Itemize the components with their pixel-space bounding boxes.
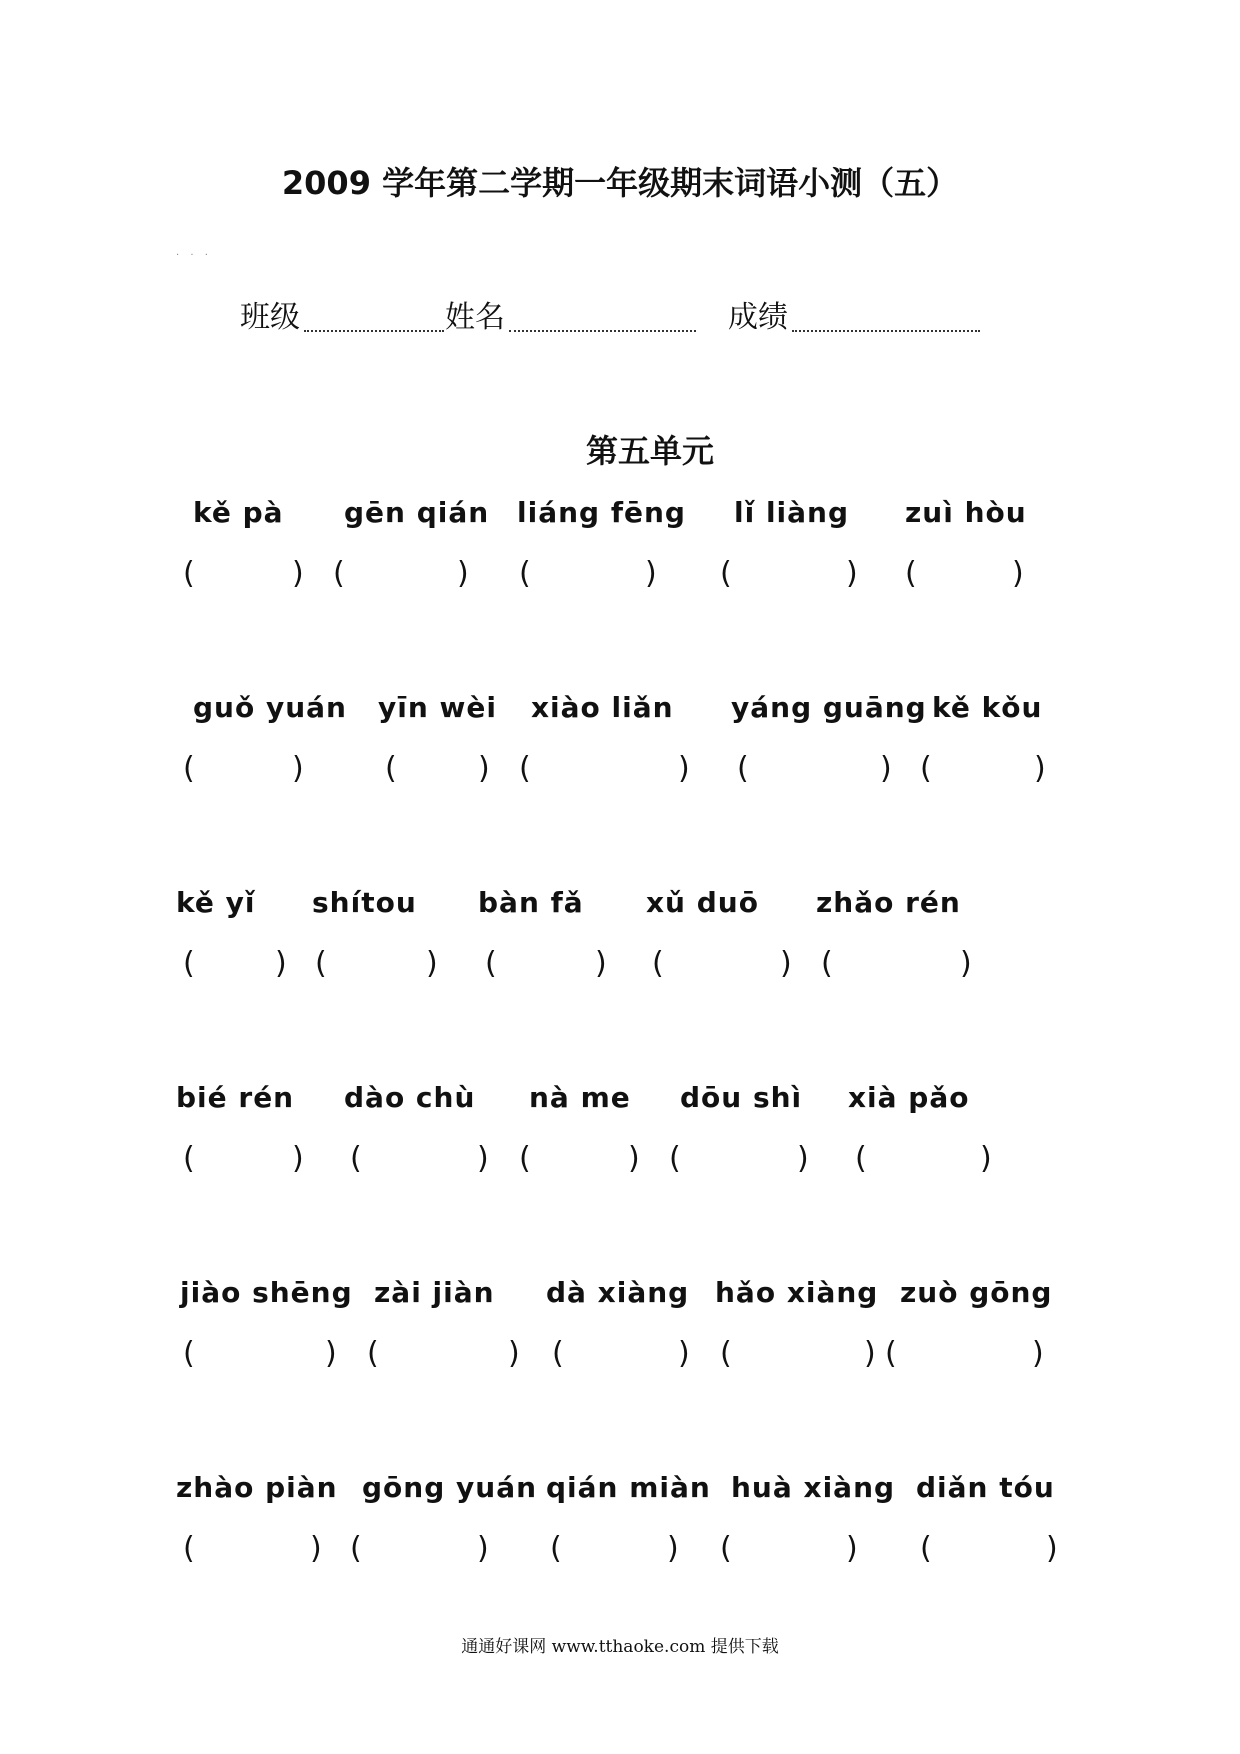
answer-paren-close[interactable]: ) [780, 946, 792, 981]
pinyin-word: zhào piàn [176, 1471, 338, 1504]
scan-dots: · · · [176, 250, 212, 261]
answer-paren-close[interactable]: ) [292, 1141, 304, 1176]
answer-paren-close[interactable]: ) [457, 556, 469, 591]
answer-paren-open[interactable]: ( [855, 1141, 867, 1176]
pinyin-word: xǔ duō [646, 886, 759, 919]
answer-paren-close[interactable]: ) [1012, 556, 1024, 591]
answer-paren-open[interactable]: ( [183, 556, 195, 591]
pinyin-word: lǐ liàng [734, 496, 850, 529]
answer-paren-close[interactable]: ) [275, 946, 287, 981]
pinyin-word: guǒ yuán [193, 691, 347, 724]
answer-paren-close[interactable]: ) [1046, 1531, 1058, 1566]
answer-paren-open[interactable]: ( [350, 1531, 362, 1566]
answer-paren-close[interactable]: ) [846, 1531, 858, 1566]
answer-paren-open[interactable]: ( [519, 1141, 531, 1176]
answer-paren-close[interactable]: ) [846, 556, 858, 591]
pinyin-word: kě pà [193, 496, 284, 529]
pinyin-word: kě kǒu [932, 691, 1043, 724]
pinyin-word: gōng yuán [362, 1471, 538, 1504]
answer-paren-open[interactable]: ( [720, 1336, 732, 1371]
pinyin-word: diǎn tóu [916, 1471, 1055, 1504]
pinyin-word: dà xiàng [546, 1276, 690, 1309]
answer-paren-open[interactable]: ( [183, 751, 195, 786]
answer-paren-close[interactable]: ) [1034, 751, 1046, 786]
answer-paren-open[interactable]: ( [669, 1141, 681, 1176]
answer-paren-close[interactable]: ) [645, 556, 657, 591]
score-label: 成绩 [728, 300, 788, 335]
answer-paren-open[interactable]: ( [367, 1336, 379, 1371]
pinyin-word: kě yǐ [176, 886, 256, 919]
pinyin-word: jiào shēng [180, 1276, 353, 1309]
class-label: 班级 [240, 300, 300, 335]
answer-paren-open[interactable]: ( [720, 556, 732, 591]
answer-paren-open[interactable]: ( [720, 1531, 732, 1566]
pinyin-word: liáng fēng [517, 496, 686, 529]
answer-paren-close[interactable]: ) [292, 556, 304, 591]
answer-paren-open[interactable]: ( [652, 946, 664, 981]
pinyin-word: xià pǎo [848, 1081, 970, 1114]
answer-paren-open[interactable]: ( [519, 751, 531, 786]
answer-paren-open[interactable]: ( [183, 1336, 195, 1371]
answer-paren-close[interactable]: ) [426, 946, 438, 981]
answer-paren-open[interactable]: ( [485, 946, 497, 981]
answer-paren-open[interactable]: ( [315, 946, 327, 981]
answer-paren-close[interactable]: ) [310, 1531, 322, 1566]
answer-paren-close[interactable]: ) [1032, 1336, 1044, 1371]
pinyin-word: bàn fǎ [478, 886, 584, 919]
answer-paren-open[interactable]: ( [519, 556, 531, 591]
answer-paren-close[interactable]: ) [292, 751, 304, 786]
answer-paren-close[interactable]: ) [325, 1336, 337, 1371]
pinyin-word: zuò gōng [900, 1276, 1053, 1309]
pinyin-word: dào chù [344, 1081, 476, 1114]
answer-paren-open[interactable]: ( [920, 751, 932, 786]
answer-paren-close[interactable]: ) [864, 1336, 876, 1371]
pinyin-word: xiào liǎn [531, 691, 674, 724]
footer-credit: 通通好课网 www.tthaoke.com 提供下载 [461, 1637, 779, 1657]
pinyin-word: nà me [529, 1081, 631, 1114]
answer-paren-close[interactable]: ) [477, 1141, 489, 1176]
answer-paren-open[interactable]: ( [183, 1531, 195, 1566]
answer-paren-open[interactable]: ( [183, 946, 195, 981]
score-blank[interactable] [792, 330, 980, 332]
pinyin-word: huà xiàng [731, 1471, 896, 1504]
answer-paren-open[interactable]: ( [905, 556, 917, 591]
pinyin-word: bié rén [176, 1081, 295, 1114]
answer-paren-close[interactable]: ) [595, 946, 607, 981]
answer-paren-open[interactable]: ( [350, 1141, 362, 1176]
answer-paren-open[interactable]: ( [885, 1336, 897, 1371]
pinyin-word: zài jiàn [374, 1276, 495, 1309]
answer-paren-open[interactable]: ( [920, 1531, 932, 1566]
answer-paren-open[interactable]: ( [333, 556, 345, 591]
pinyin-word: yīn wèi [378, 691, 497, 724]
pinyin-word: yáng guāng [731, 691, 927, 724]
answer-paren-open[interactable]: ( [552, 1336, 564, 1371]
pinyin-word: shítou [312, 886, 417, 919]
name-blank[interactable] [509, 330, 696, 332]
name-label: 姓名 [445, 300, 505, 335]
answer-paren-close[interactable]: ) [667, 1531, 679, 1566]
answer-paren-close[interactable]: ) [678, 1336, 690, 1371]
answer-paren-close[interactable]: ) [797, 1141, 809, 1176]
answer-paren-open[interactable]: ( [183, 1141, 195, 1176]
answer-paren-close[interactable]: ) [477, 1531, 489, 1566]
class-blank[interactable] [304, 330, 444, 332]
answer-paren-open[interactable]: ( [385, 751, 397, 786]
pinyin-word: zuì hòu [905, 496, 1027, 529]
answer-paren-close[interactable]: ) [960, 946, 972, 981]
pinyin-word: qián miàn [546, 1471, 711, 1504]
page-title: 2009 学年第二学期一年级期末词语小测（五） [281, 164, 959, 202]
answer-paren-close[interactable]: ) [678, 751, 690, 786]
answer-paren-open[interactable]: ( [821, 946, 833, 981]
answer-paren-open[interactable]: ( [737, 751, 749, 786]
pinyin-word: zhǎo rén [816, 886, 961, 919]
pinyin-word: hǎo xiàng [715, 1276, 879, 1309]
answer-paren-open[interactable]: ( [550, 1531, 562, 1566]
answer-paren-close[interactable]: ) [508, 1336, 520, 1371]
answer-paren-close[interactable]: ) [628, 1141, 640, 1176]
answer-paren-close[interactable]: ) [478, 751, 490, 786]
pinyin-word: dōu shì [680, 1081, 803, 1114]
answer-paren-close[interactable]: ) [880, 751, 892, 786]
unit-title: 第五单元 [585, 432, 714, 470]
pinyin-word: gēn qián [344, 496, 490, 529]
answer-paren-close[interactable]: ) [980, 1141, 992, 1176]
